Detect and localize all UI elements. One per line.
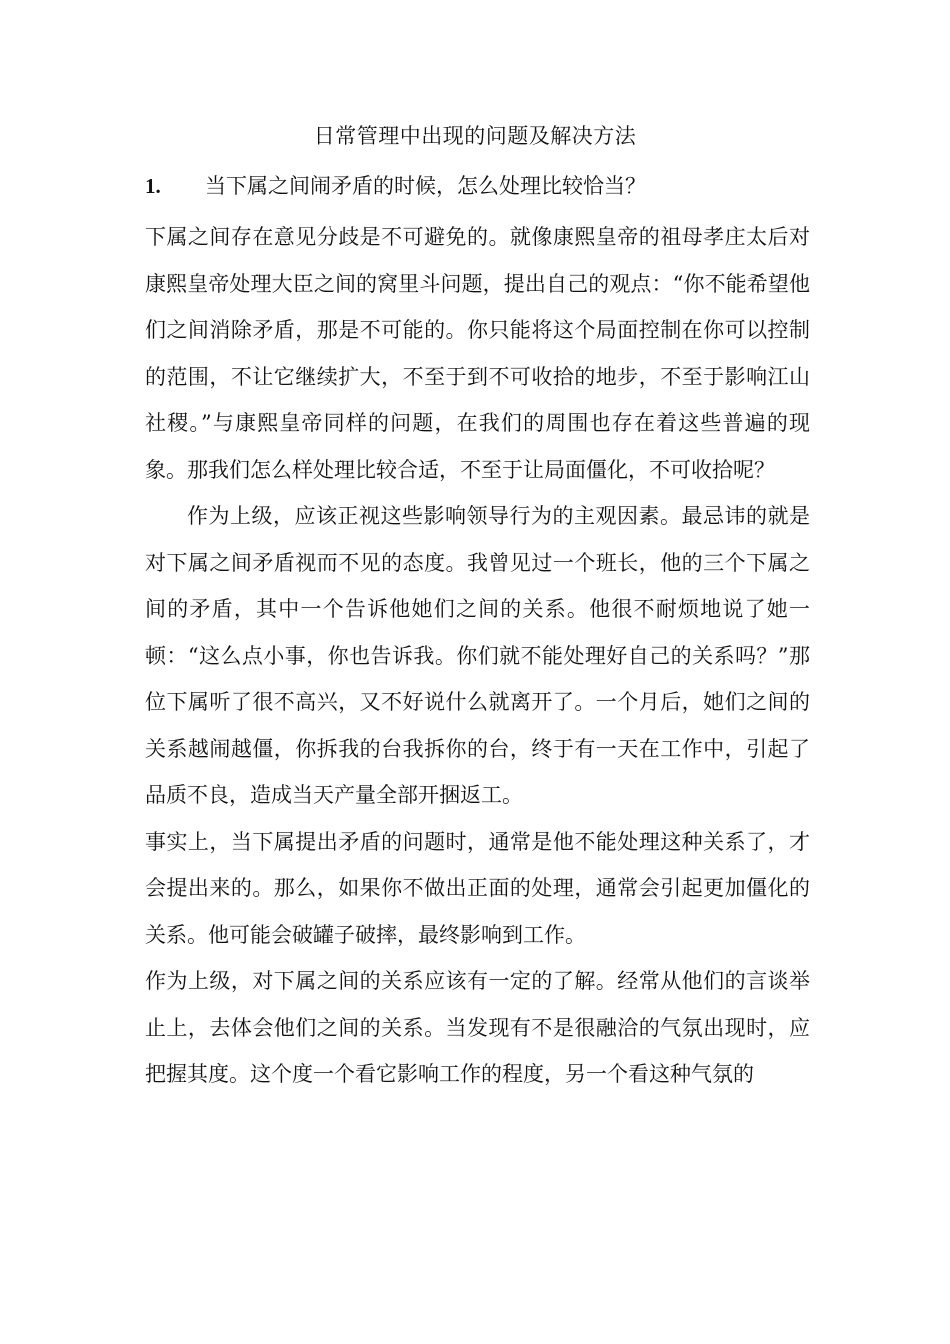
paragraph: 作为上级，对下属之间的关系应该有一定的了解。经常从他们的言谈举止上，去体会他们之间的关系。当发现有不是很融洽的气氛出现时，应把握其度。这个度一个看它影响工作的程度，另一个看这种气氛的 <box>145 969 810 1086</box>
document-title: 日常管理中出现的问题及解决方法 <box>313 124 637 148</box>
section-number: 1. <box>145 174 161 198</box>
paragraph: 下属之间存在意见分歧是不可避免的。就像康熙皇帝的祖母孝庄太后对康熙皇帝处理大臣之间的窝里斗问题，提出自己的观点：“你不能希望他们之间消除矛盾，那是不可能的。你只能将这个局面控制在你可以控制的范围，不让它继续扩大，不至于到不可收拾的地步，不至于影响江山社稷。”与康熙皇帝同样的问题，在我们的周围也存在着这些普遍的现象。那我们怎么样处理比较合适，不至于让局面僵化，不可收拾呢？ <box>145 225 810 482</box>
paragraph: 事实上，当下属提出矛盾的问题时，通常是他不能处理这种关系了，才会提出来的。那么，如果你不做出正面的处理，通常会引起更加僵化的关系。他可能会破罐子破摔，最终影响到工作。 <box>145 829 810 947</box>
document-body <box>145 214 810 1098</box>
section-heading-text: 当下属之间闹矛盾的时候，怎么处理比较恰当？ <box>205 174 646 198</box>
section-heading <box>145 172 646 200</box>
paragraph: 作为上级，应该正视这些影响领导行为的主观因素。最忌讳的就是对下属之间矛盾视而不见的态度。我曾见过一个班长，他的三个下属之间的矛盾，其中一个告诉他她们之间的关系。他很不耐烦地说了她一顿：“这么点小事，你也告诉我。你们就不能处理好自己的关系吗？”那位下属听了很不高兴，又不好说什么就离开了。一个月后，她们之间的关系越闹越僵，你拆我的台我拆你的台，终于有一天在工作中，引起了品质不良，造成当天产量全部开捆返工。 <box>145 504 810 807</box>
